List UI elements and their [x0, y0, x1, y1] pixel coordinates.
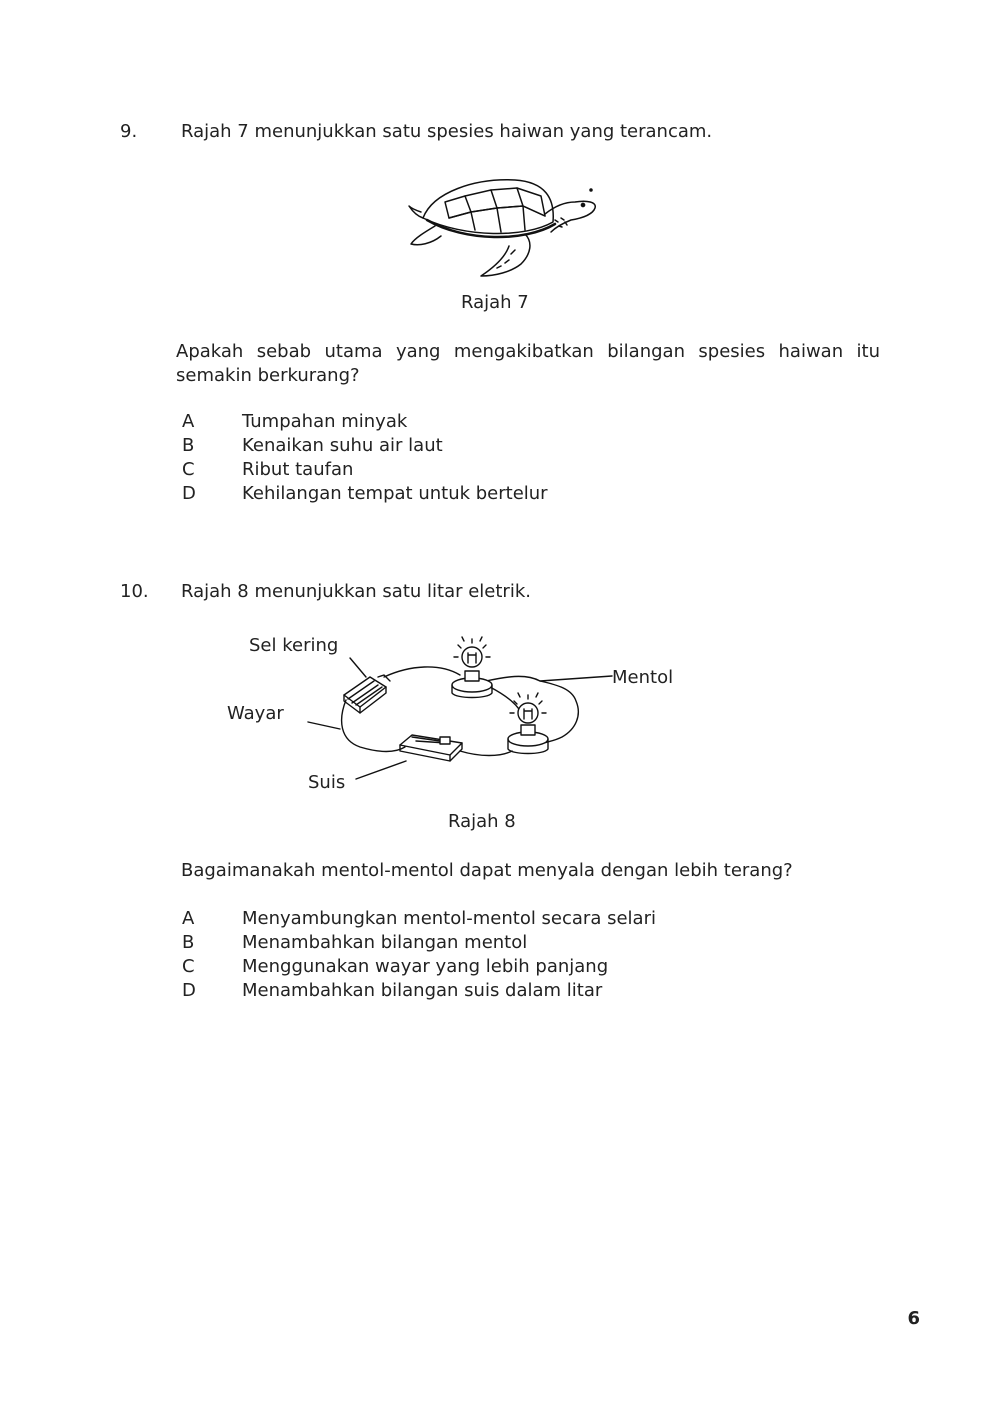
figure-7-caption: Rajah 7 [461, 292, 529, 313]
switch-icon [400, 735, 462, 761]
dry-cell-icon [344, 675, 390, 713]
figure-8-caption: Rajah 8 [448, 811, 516, 832]
q9-option-d-text: Kehilangan tempat untuk bertelur [242, 483, 548, 504]
q9-option-b-letter: B [182, 435, 195, 456]
page-number: 6 [907, 1308, 920, 1329]
q9-option-b-text: Kenaikan suhu air laut [242, 435, 443, 456]
q9-option-a-letter: A [182, 411, 195, 432]
q10-option-a-text: Menyambungkan mentol-mentol secara selari [242, 908, 656, 929]
q10-option-c-letter: C [182, 956, 195, 977]
question-9-text: Apakah sebab utama yang mengakibatkan bilangan spesies haiwan itu semakin berkurang? [176, 341, 880, 386]
label-wire: Wayar [227, 703, 284, 724]
question-10-number: 10. [120, 581, 149, 602]
question-9-stem: Rajah 7 menunjukkan satu spesies haiwan yang terancam. [181, 121, 713, 142]
label-bulb: Mentol [612, 667, 674, 688]
q10-option-b-letter: B [182, 932, 195, 953]
turtle-icon [405, 172, 605, 287]
label-dry-cell: Sel kering [249, 635, 339, 656]
q10-option-b-text: Menambahkan bilangan mentol [242, 932, 528, 953]
bulb-1-icon [452, 637, 492, 698]
q9-option-c-letter: C [182, 459, 195, 480]
q9-option-a-text: Tumpahan minyak [242, 411, 408, 432]
q10-option-d-text: Menambahkan bilangan suis dalam litar [242, 980, 603, 1001]
question-10-text: Bagaimanakah mentol-mentol dapat menyala dengan lebih terang? [181, 860, 793, 881]
question-9-number: 9. [120, 121, 138, 142]
q9-option-d-letter: D [182, 483, 196, 504]
question-10-stem: Rajah 8 menunjukkan satu litar eletrik. [181, 581, 531, 602]
q10-option-c-text: Menggunakan wayar yang lebih panjang [242, 956, 609, 977]
bulb-2-icon [508, 693, 548, 754]
q9-option-c-text: Ribut taufan [242, 459, 354, 480]
q10-option-d-letter: D [182, 980, 196, 1001]
label-switch: Suis [308, 772, 346, 793]
circuit-icon [300, 625, 600, 795]
q10-option-a-letter: A [182, 908, 195, 929]
